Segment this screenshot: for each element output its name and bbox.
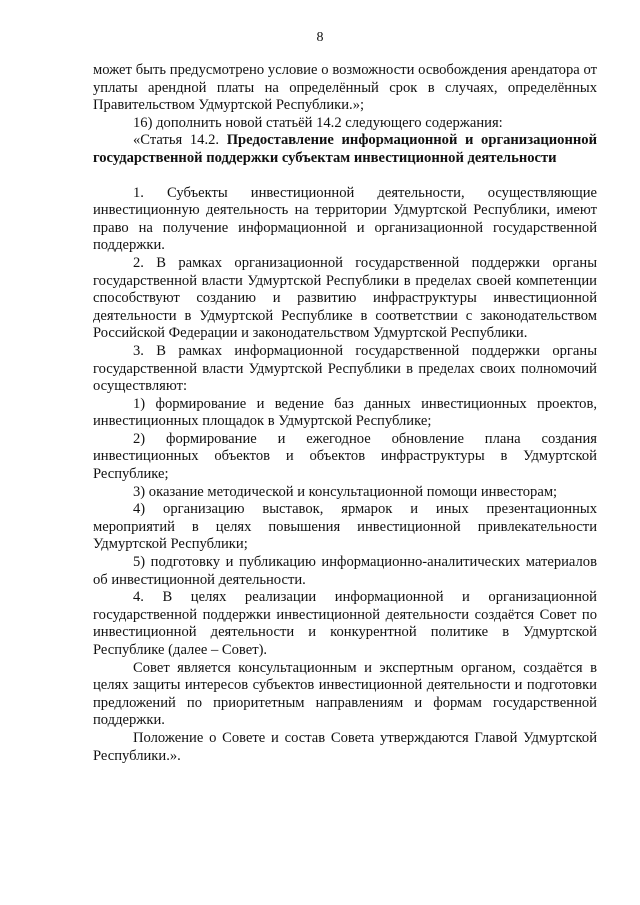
page-number: 8 (316, 30, 324, 45)
paragraph-2: 2. В рамках организационной государственной поддержки органы государственной власти Удмуртской Республики в пределах своей компетенции способствуют созданию и развитию инфраструктуры инвестиционной деятельности в Удмуртской Республике в соответствии с законодательством Российской Федерации и законодательством Удмуртской Республики. (93, 254, 597, 342)
paragraph-1: 1. Субъекты инвестиционной деятельности, осуществляющие инвестиционную деятельность на территории Удмуртской Республики, имеют право на получение информационной и организационной государственной поддержки. (93, 184, 597, 254)
article-heading (93, 132, 597, 167)
list-item-2: 2) формирование и ежегодное обновление плана создания инвестиционных объектов и объектов инфраструктуры в Удмуртской Республике; (93, 430, 597, 483)
list-item-1: 1) формирование и ведение баз данных инвестиционных проектов, инвестиционных площадок в Удмуртской Республике; (93, 395, 597, 430)
paragraph-continuation: может быть предусмотрено условие о возможности освобождения арендатора от уплаты арендной платы на определённый срок в случаях, определённых Правительством Удмуртской Республики.»; (93, 62, 597, 114)
paragraph-3: 3. В рамках информационной государственной поддержки органы государственной власти Удмуртской Республики в пределах своих полномочий осуществляют: (93, 342, 597, 395)
list-item-4: 4) организацию выставок, ярмарок и иных презентационных мероприятий в целях повышения инвестиционной привлекательности Удмуртской Республики; (93, 501, 597, 553)
paragraph-4: 4. В целях реализации информационной и организационной государственной поддержки инвестиционной деятельности создаётся Совет по инвестиционной деятельности и конкурентной политике в Удмуртской Республике (далее – Совет). (93, 589, 597, 658)
paragraph-council-regulation: Положение о Совете и состав Совета утверждаются Главой Удмуртской Республики.». (93, 729, 597, 764)
document-body (93, 62, 597, 765)
article-title: Предоставление информационной и организационной государственной поддержки субъектам инвестиционной деятельности (93, 132, 598, 166)
article-number: «Статья 14.2. (133, 132, 227, 149)
list-item-3: 3) оказание методической и консультационной помощи инвесторам; (133, 483, 558, 500)
paragraph-amendment-16: 16) дополнить новой статьёй 14.2 следующего содержания: (133, 114, 503, 131)
paragraph-council-role: Совет является консультационным и экспертным органом, создаётся в целях защиты интересов субъектов инвестиционной деятельности и подготовки предложений по приоритетным направлениям и формам государственной поддержки. (93, 659, 597, 729)
list-item-5: 5) подготовку и публикацию информационно-аналитических материалов об инвестиционной деятельности. (93, 554, 597, 588)
